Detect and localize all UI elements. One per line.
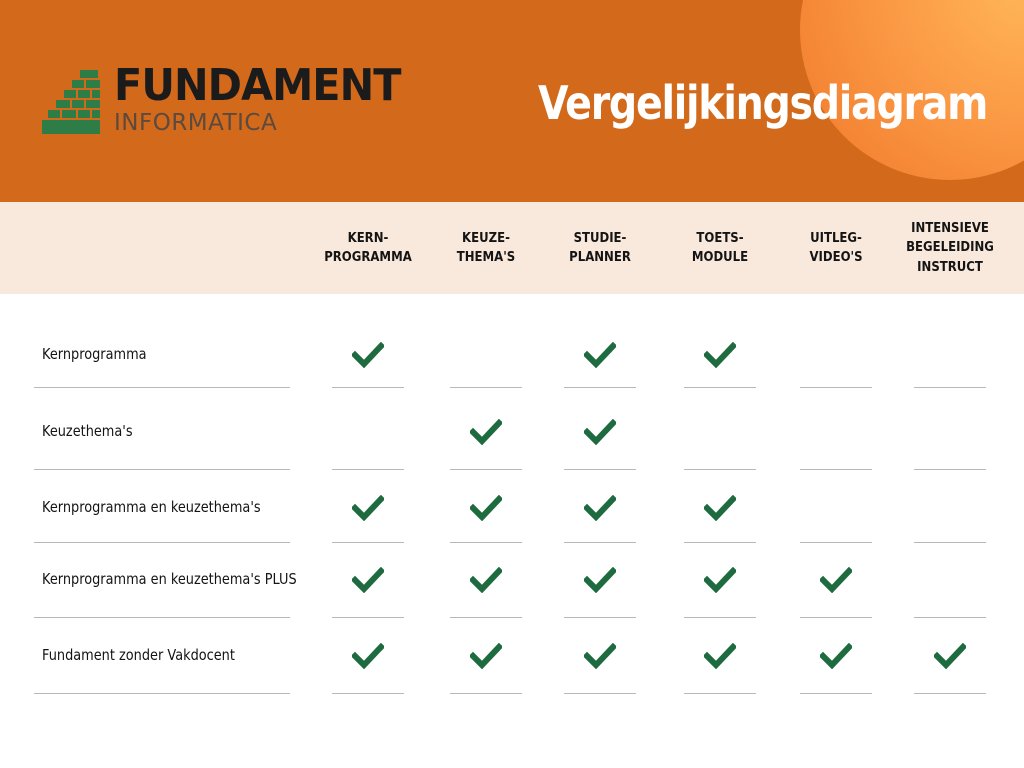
cell-divider — [564, 617, 636, 618]
cell-divider — [332, 617, 404, 618]
cell-divider — [684, 693, 756, 694]
cell-divider — [450, 387, 522, 388]
cell-divider — [684, 542, 756, 543]
row-divider — [34, 693, 290, 694]
cell-divider — [332, 469, 404, 470]
column-header: UITLEG- VIDEO'S — [809, 230, 863, 265]
cell-divider — [684, 469, 756, 470]
row-label: Fundament zonder Vakdocent — [42, 646, 235, 664]
cell-divider — [684, 387, 756, 388]
checkmark-icon — [470, 419, 502, 445]
brand-logo[interactable] — [42, 60, 401, 140]
row-divider — [34, 542, 290, 543]
checkmark-icon — [470, 567, 502, 593]
checkmark-icon — [704, 567, 736, 593]
row-divider — [34, 617, 290, 618]
cell-divider — [914, 387, 986, 388]
checkmark-icon — [352, 567, 384, 593]
checkmark-icon — [584, 495, 616, 521]
cell-divider — [914, 542, 986, 543]
cell-divider — [564, 542, 636, 543]
checkmark-icon — [584, 419, 616, 445]
checkmark-icon — [352, 495, 384, 521]
cell-divider — [800, 693, 872, 694]
cell-divider — [564, 387, 636, 388]
checkmark-icon — [470, 643, 502, 669]
cell-divider — [332, 542, 404, 543]
cell-divider — [914, 617, 986, 618]
column-header: KEUZE- THEMA'S — [456, 230, 516, 265]
column-header: INTENSIEVE BEGELEIDING INSTRUCT — [906, 220, 994, 275]
column-header-band — [0, 202, 1024, 294]
checkmark-icon — [352, 342, 384, 368]
cell-divider — [450, 693, 522, 694]
cell-divider — [450, 617, 522, 618]
checkmark-icon — [584, 643, 616, 669]
cell-divider — [564, 693, 636, 694]
checkmark-icon — [584, 342, 616, 368]
header-banner — [0, 0, 1024, 202]
row-label: Keuzethema's — [42, 422, 133, 440]
checkmark-icon — [470, 495, 502, 521]
cell-divider — [684, 617, 756, 618]
cell-divider — [800, 387, 872, 388]
row-label: Kernprogramma en keuzethema's PLUS — [42, 570, 297, 588]
row-label: Kernprogramma — [42, 345, 147, 363]
column-header: KERN- PROGRAMMA — [324, 230, 412, 265]
checkmark-icon — [704, 342, 736, 368]
cell-divider — [800, 542, 872, 543]
checkmark-icon — [934, 643, 966, 669]
column-header: STUDIE- PLANNER — [569, 230, 631, 265]
column-header: TOETS- MODULE — [691, 230, 749, 265]
cell-divider — [450, 469, 522, 470]
row-label: Kernprogramma en keuzethema's — [42, 498, 261, 516]
cell-divider — [332, 693, 404, 694]
cell-divider — [800, 469, 872, 470]
cell-divider — [914, 693, 986, 694]
page-title: Vergelijkingsdiagram — [538, 76, 988, 130]
checkmark-icon — [352, 643, 384, 669]
cell-divider — [800, 617, 872, 618]
brand-name: FUNDAMENT — [114, 60, 401, 111]
row-divider — [34, 469, 290, 470]
cell-divider — [332, 387, 404, 388]
checkmark-icon — [820, 643, 852, 669]
cell-divider — [914, 469, 986, 470]
row-divider — [34, 387, 290, 388]
cell-divider — [450, 542, 522, 543]
brand-subtitle: INFORMATICA — [114, 110, 278, 136]
brick-staircase-logo-icon — [42, 70, 104, 136]
checkmark-icon — [584, 567, 616, 593]
cell-divider — [564, 469, 636, 470]
checkmark-icon — [704, 495, 736, 521]
checkmark-icon — [820, 567, 852, 593]
checkmark-icon — [704, 643, 736, 669]
